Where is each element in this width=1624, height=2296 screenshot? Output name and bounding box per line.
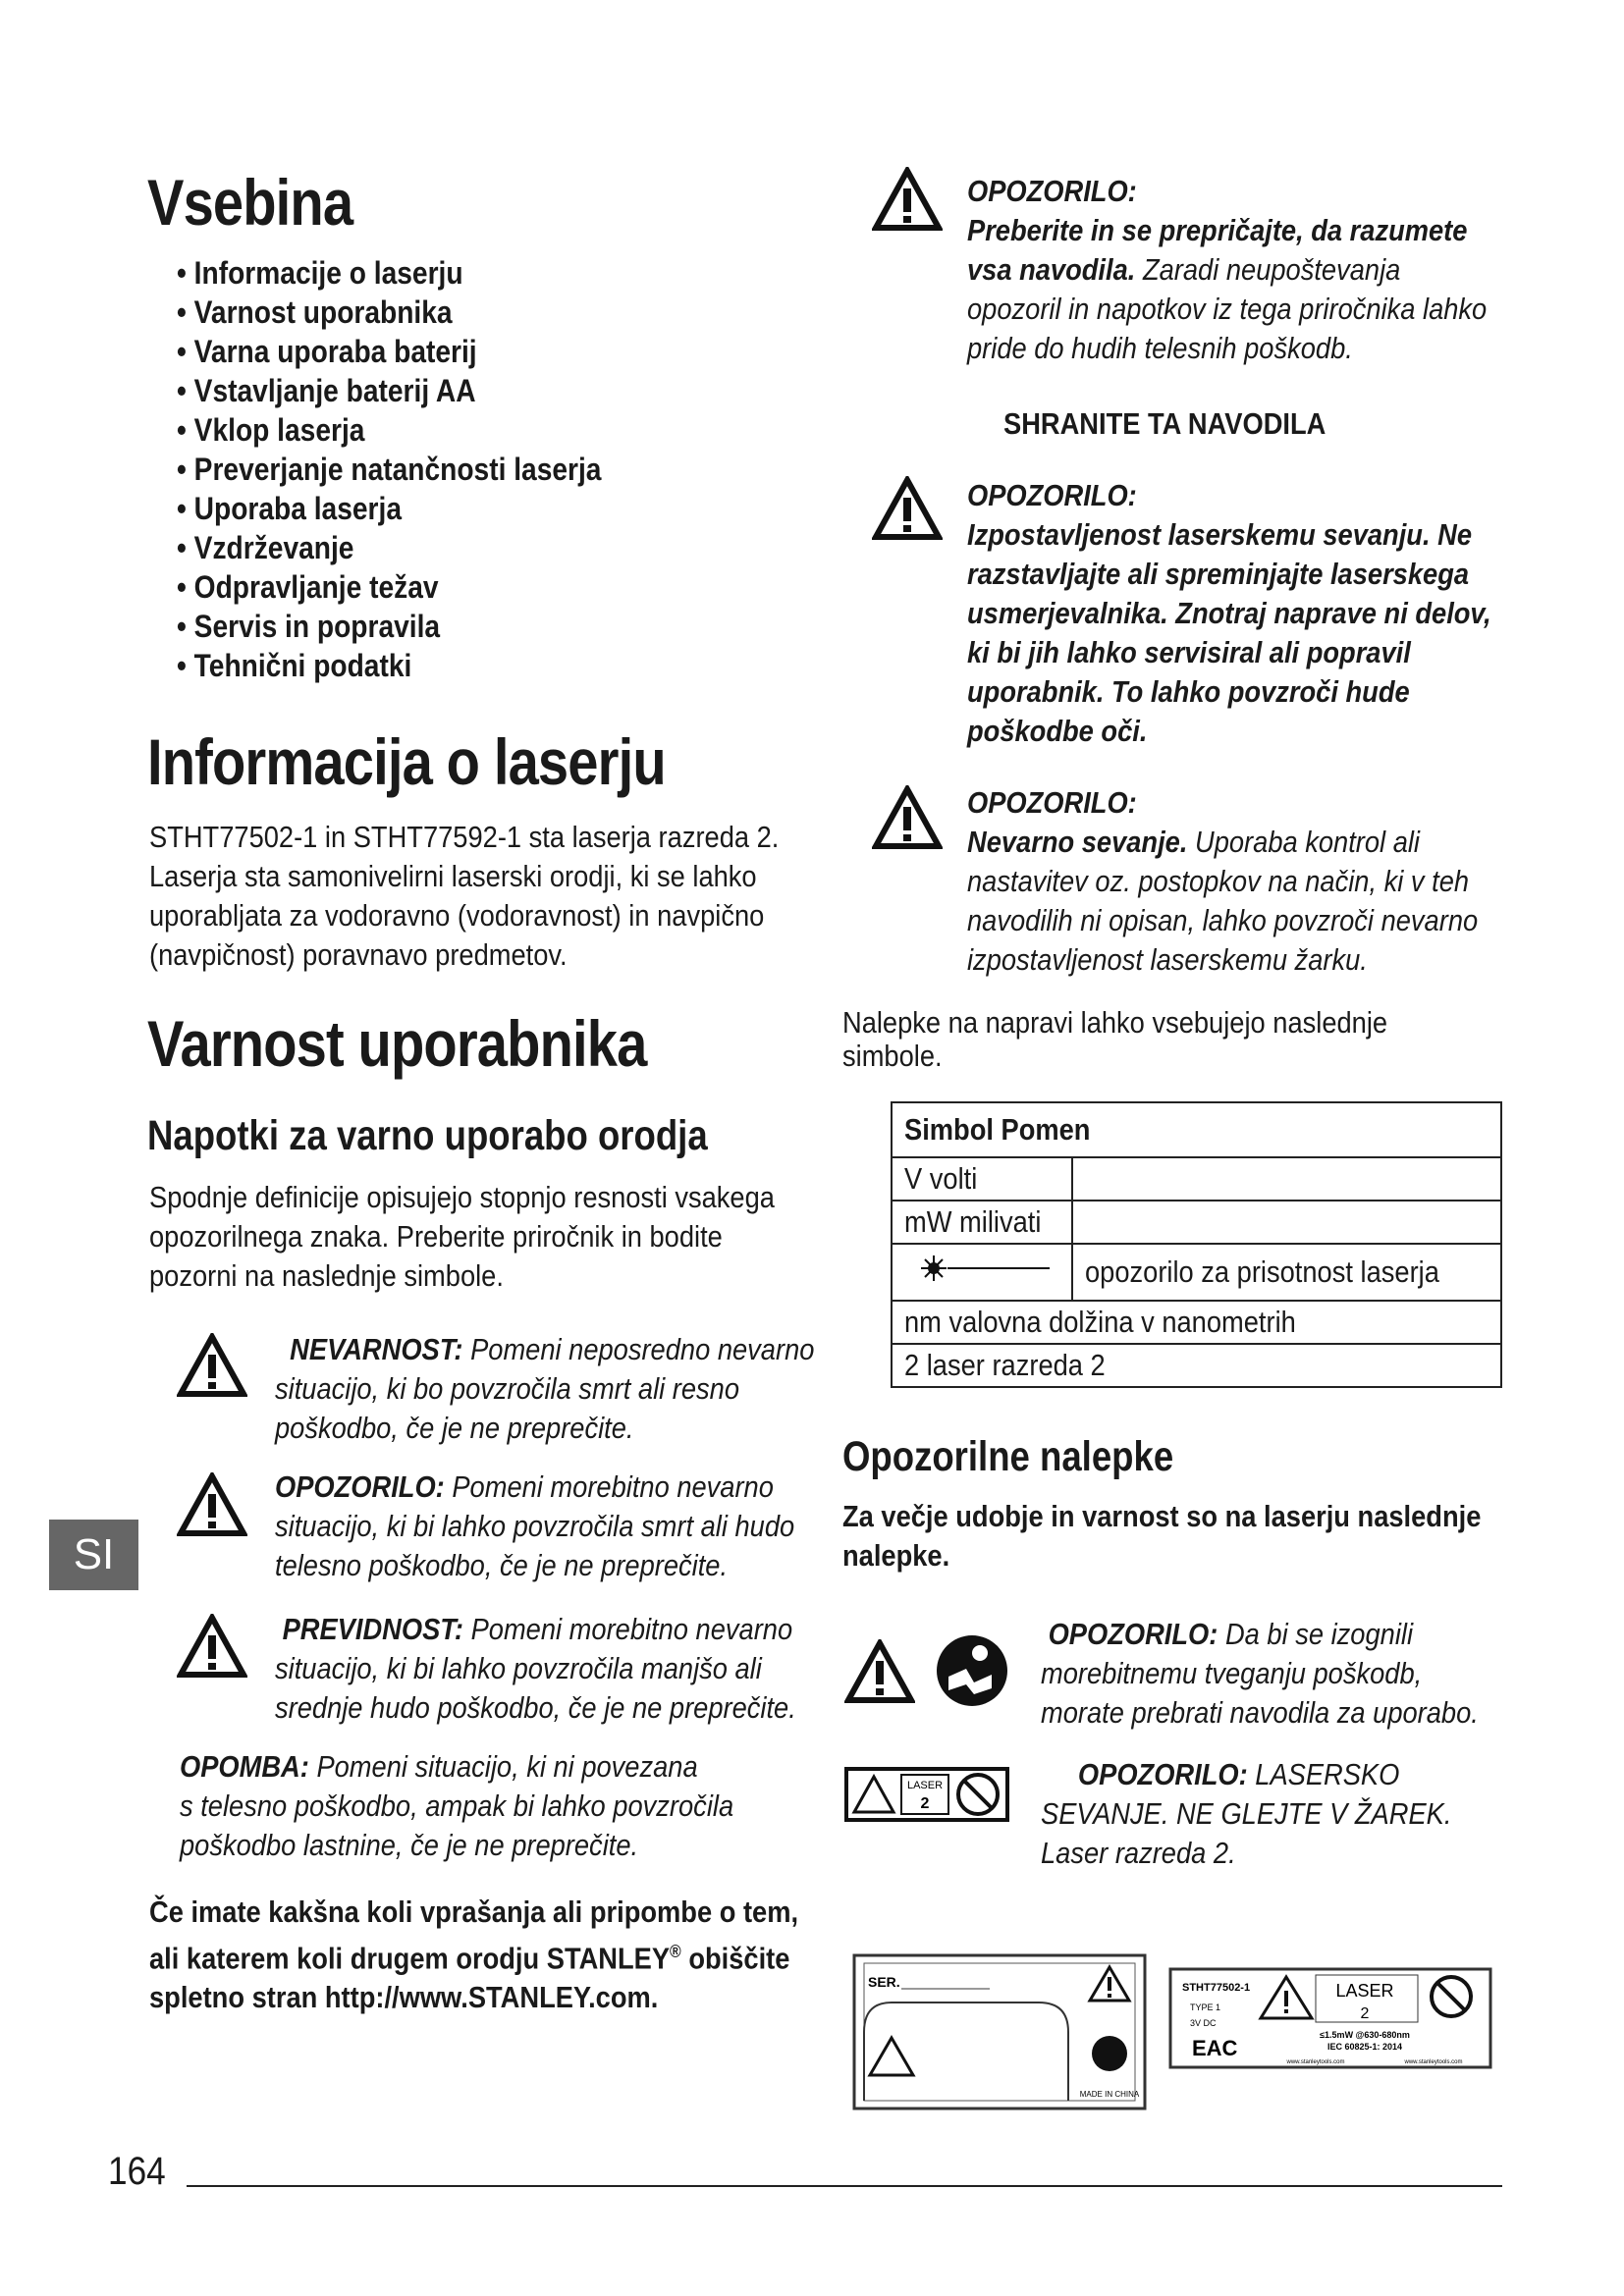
read-manual-icon — [935, 1633, 1009, 1708]
rating-class: 2 — [1360, 2005, 1370, 2022]
model-number: STHT77502-1 — [1182, 1982, 1251, 1994]
sticker-url: www.stanleytools.com — [1404, 2059, 1463, 2065]
warning-triangle-icon — [844, 1639, 915, 1704]
eac-mark: EAC — [1192, 2036, 1238, 2060]
toc-item[interactable]: • Varna uporaba baterij — [177, 334, 477, 369]
toc-item[interactable]: • Odpravljanje težav — [177, 569, 439, 605]
voltage-text: 3V DC — [1190, 2018, 1217, 2028]
device-sticker-rating — [1168, 1967, 1492, 2075]
warning-triangle-icon — [872, 476, 943, 541]
sticker-class: 2 — [920, 1795, 930, 1812]
info-title: Informacija o laserju — [147, 725, 666, 798]
safety-intro: Spodnje definicije opisujejo stopnjo resnosti vsakega opozorilnega znaka. Preberite priročnik in bodite pozorni na naslednje simbole. — [149, 1180, 775, 1293]
warning-triangle-icon — [177, 1333, 247, 1398]
table-header-row: Simbol Pomen — [892, 1102, 1501, 1157]
toc-item[interactable]: • Tehnični podatki — [177, 648, 412, 683]
power-text: ≤1.5mW @630-680nm — [1320, 2030, 1410, 2040]
footer-rule — [187, 2185, 1502, 2187]
toc-item[interactable]: • Vklop laserja — [177, 412, 365, 448]
label-laser-radiation: OPOZORILO: LASERSKO SEVANJE. NE GLEJTE V ŽAREK. Laser razreda 2. — [1041, 1757, 1452, 1870]
standard-text: IEC 60825-1: 2014 — [1326, 2042, 1403, 2052]
toc-item[interactable]: • Preverjanje natančnosti laserja — [177, 452, 602, 487]
warning-triangle-icon — [177, 1614, 247, 1679]
serial-label: SER. — [868, 1974, 900, 1990]
toc-item[interactable]: • Informacije o laserju — [177, 255, 463, 291]
symbol-table — [891, 1101, 1502, 1388]
safety-title: Varnost uporabnika — [147, 1007, 647, 1080]
page-number: 164 — [108, 2150, 166, 2193]
warning-triangle-icon — [177, 1472, 247, 1537]
sticker-url: www.stanleytools.com — [1286, 2059, 1345, 2065]
labels-title: Opozorilne nalepke — [842, 1433, 1174, 1480]
laser-beam-icon — [904, 1254, 1052, 1283]
toc-item[interactable]: • Servis in popravila — [177, 609, 441, 644]
table-row: 2 laser razreda 2 — [892, 1344, 1501, 1387]
toc-item[interactable]: • Vstavljanje baterij AA — [177, 373, 476, 408]
note-definition: OPOMBA: Pomeni situacijo, ki ni povezana s telesno poškodbo, ampak bi lahko povzročila poškodbo lastnine, če je ne preprečite. — [180, 1749, 734, 1862]
toc-title: Vsebina — [147, 166, 353, 239]
labels-subtitle: Za večje udobje in varnost so na laserju naslednje nalepke. — [842, 1499, 1482, 1573]
labels-intro: Nalepke na napravi lahko vsebujejo naslednje simbole. — [842, 1005, 1388, 1073]
warning-triangle-icon — [872, 167, 943, 232]
table-row: V volti — [892, 1157, 1501, 1201]
rating-laser-text: LASER — [1335, 1981, 1394, 2001]
laser-class-sticker-icon — [844, 1767, 1009, 1822]
toc-item[interactable]: • Varnost uporabnika — [177, 294, 453, 330]
warning-definition: OPOZORILO: Pomeni morebitno nevarno situacijo, ki bi lahko povzročila smrt ali hudo telesno poškodbo, če je ne preprečite. — [275, 1469, 795, 1582]
info-paragraph: STHT77502-1 in STHT77592-1 sta laserja razreda 2. Laserja sta samonivelirni laserski orodji, ki se lahko uporabljata za vodoravno (vodoravnost) in navpično (navpičnost) poravnavo predmetov. — [149, 820, 780, 972]
table-of-contents — [177, 253, 601, 685]
table-row: opozorilo za prisotnost laserja — [892, 1244, 1501, 1301]
language-tab: SI — [49, 1520, 138, 1590]
table-row: nm valovna dolžina v nanometrih — [892, 1301, 1501, 1344]
toc-item[interactable]: • Uporaba laserja — [177, 491, 402, 526]
made-in-text: MADE IN CHINA — [1079, 2090, 1140, 2099]
sticker-laser-text: LASER — [906, 1780, 944, 1791]
keep-instructions: SHRANITE TA NAVODILA — [1003, 406, 1326, 441]
type-text: TYPE 1 — [1190, 2002, 1221, 2012]
warning-laser-exposure: OPOZORILO: Izpostavljenost laserskemu sevanju. Ne razstavljajte ali spreminjajte laserskega usmerjevalnika. Znotraj naprave ni delov, ki bi jih lahko servisiral ali popravil uporabnik. To lahko povzroči hude poškodbe oči. — [967, 478, 1491, 748]
toc-item[interactable]: • Vzdrževanje — [177, 530, 354, 565]
table-row: mW milivati — [892, 1201, 1501, 1244]
device-sticker-back — [852, 1953, 1147, 2110]
warning-triangle-icon — [872, 785, 943, 850]
warning-read-manual: OPOZORILO: Preberite in se prepričajte, da razumete vsa navodila. Zaradi neupoštevanja opozoril in napotkov iz tega priročnika lahko pride do hudih telesnih poškodb. — [967, 174, 1488, 365]
caution-definition: PREVIDNOST: Pomeni morebitno nevarno situacijo, ki bi lahko povzročila manjšo ali srednje hudo poškodbo, če je ne preprečite. — [275, 1612, 796, 1725]
label-read-manual: OPOZORILO: Da bi se izognili morebitnemu tveganju poškodb, morate prebrati navodila za uporabo. — [1041, 1617, 1479, 1730]
contact-paragraph: Če imate kakšna koli vprašanja ali pripombe o tem, ali katerem koli drugem orodju STANLEY® obiščite spletno stran http://www.STANLEY.com. — [149, 1895, 799, 2015]
danger-definition: NEVARNOST: Pomeni neposredno nevarno situacijo, ki bo povzročila smrt ali resno poškodbo, če je ne preprečite. — [275, 1332, 815, 1445]
safety-subtitle: Napotki za varno uporabo orodja — [147, 1112, 708, 1159]
warning-hazardous-radiation: OPOZORILO: Nevarno sevanje. Uporaba kontrol ali nastavitev oz. postopkov na način, ki v teh navodilih ni opisan, lahko povzroči nevarno izpostavljenost laserskemu žarku. — [967, 785, 1479, 977]
